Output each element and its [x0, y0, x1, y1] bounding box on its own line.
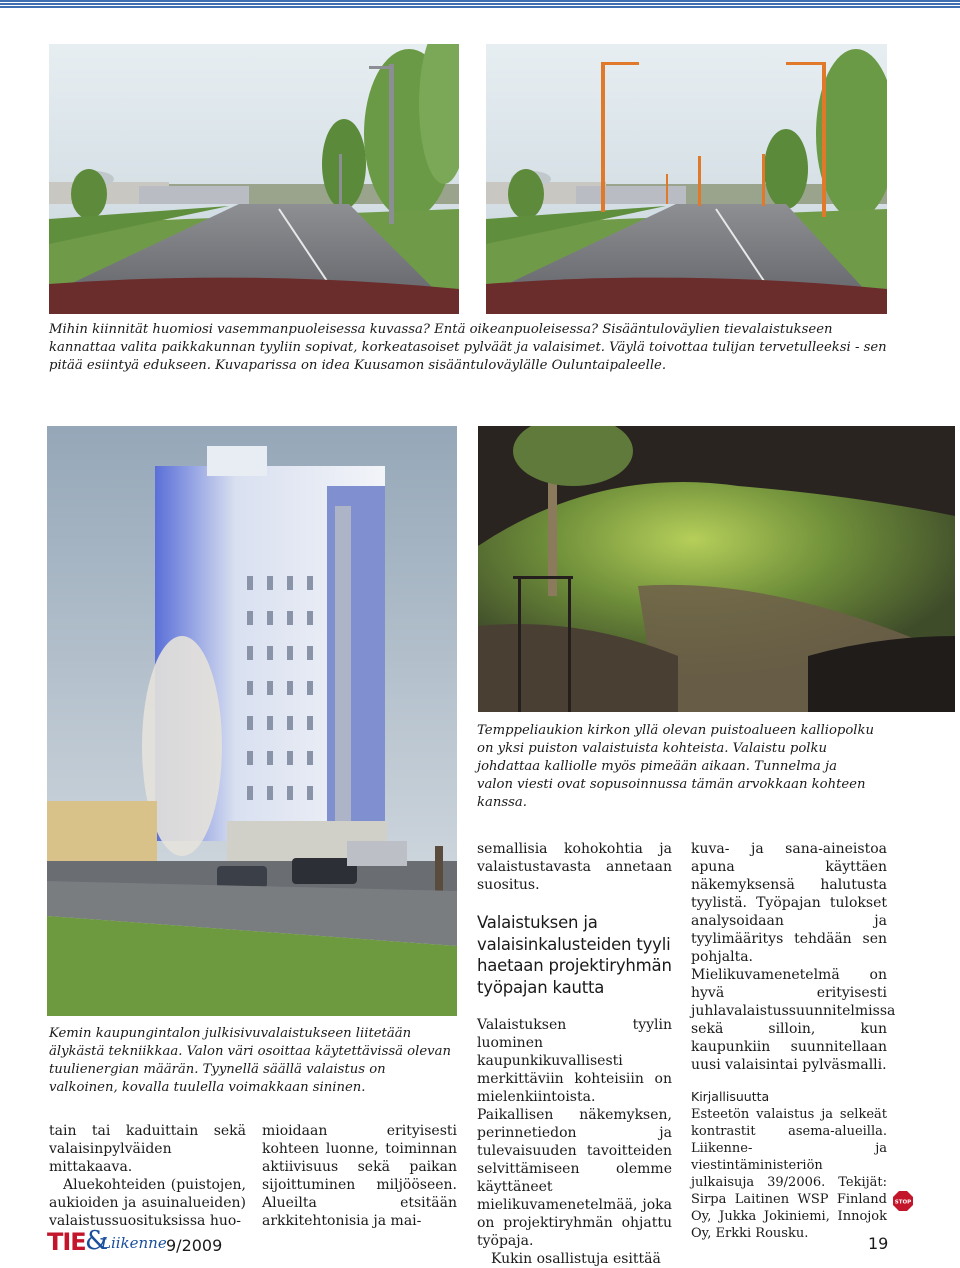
page-number: 19 [868, 1234, 889, 1253]
caption-rock-path: Temppeliaukion kirkon yllä olevan puistoalueen kalliopolku on yksi puiston valaistuista kohteista. Valaistu polku johdattaa kalliolle myös pimeään aikaan. Tunnelma ja valon viesti ovat sopusoinnussa tämän arvokkaan kohteen kanssa. [477, 723, 874, 810]
body-column-4 [691, 840, 896, 1242]
column-4-text: kuva- ja sana-aineistoa apuna käyttäen näkemyksensä halutusta tyylistä. Työpajan tulokset analysoidaan ja tyylimääritys tehdään sen pohjalta. Mielikuvamenetelmä on hyvä erityisesti juhlavalaistussuunnitelmissa sekä silloin, kun kaupunkiin suunnitellaan uusi valaisintai pylväsmalli. [691, 841, 896, 1073]
body-column-1 [49, 1122, 246, 1230]
logo-liikenne: Liikenne [101, 1234, 167, 1252]
section-heading: Valaistuksen ja valaisinkalusteiden tyyli haetaan projektiryhmän työpajan kautta [477, 913, 672, 997]
photo-road-current [49, 44, 459, 314]
references-text: Esteetön valaistus ja selkeät kontrastit asema-alueilla. Liikenne- ja viestintäministeriön julkaisuja 39/2006. Tekijät: Sirpa Laitinen WSP Finland Oy, Jukka Jokiniemi, Innojok Oy, Erkki Rousku. [691, 1107, 887, 1241]
caption-road-photos: Mihin kiinnität huomiosi vasemmanpuoleisessa kuvassa? Entä oikeanpuoleisessa? Sisääntuloväylien tievalaistukseen kannattaa valita paikkakunnan tyyliin sopivat, korkeatasoiset pylväät ja valaisimet. Väylä toivottaa tulijan tervetulleeksi - sen pitää esiintyä edukseen. Kuvaparissa on idea Kuusamon sisääntuloväylälle Ouluntaipaleelle. [49, 322, 887, 373]
magazine-logo [47, 1226, 167, 1256]
header-stripe [0, 0, 960, 9]
column-1-text-2: Aluekohteiden (puistojen, aukioiden ja asuinalueiden) valaistussuosituksissa huo- [49, 1177, 246, 1229]
column-3-text: semallisia kohokohtia ja valaistustavasta annetaan suositus. [477, 841, 672, 893]
photo-road-proposal [486, 44, 887, 314]
issue-number: 9/2009 [166, 1236, 223, 1255]
stop-sign-label: STOP [894, 1199, 912, 1206]
caption-city-hall: Kemin kaupungintalon julkisivuvalaistukseen liitetään älykästä tekniikkaa. Valon väri osoittaa käytettävissä olevan tuulienergian määrän. Tyynellä säällä valaistus on valkoinen, kovalla tuulella voimakkaan sininen. [49, 1026, 451, 1095]
column-3-text-3: Kukin osallistuja esittää [491, 1251, 661, 1267]
column-3-text-2: Valaistuksen tyylin luominen kaupunkikuvallisesti merkittäviin kohteisiin on mielenkiintoista. Paikallisen näkemyksen, perinnetiedon ja tulevaisuuden tavoitteiden selvittämiseen olemme käyttäneet mielikuvamenetelmää, joka on projektiryhmän ohjattu työpaja. [477, 1017, 672, 1249]
logo-ampersand: & [85, 1226, 109, 1256]
photo-rock-path-night [478, 426, 955, 712]
column-1-text: tain tai kaduittain sekä valaisinpylväiden mittakaava. [49, 1123, 246, 1175]
stop-sign-icon [893, 1191, 913, 1211]
column-2-text: mioidaan erityisesti kohteen luonne, toiminnan aktiivisuus sekä paikan sijoittuminen miljööseen. Alueilta etsitään arkkitehtonisia ja mai- [262, 1123, 457, 1229]
logo-tie: TIE [47, 1228, 86, 1256]
photo-city-hall-building [47, 426, 457, 1016]
body-column-2 [262, 1122, 457, 1230]
references-heading: Kirjallisuutta [691, 1089, 770, 1104]
body-column-3 [477, 840, 672, 1268]
